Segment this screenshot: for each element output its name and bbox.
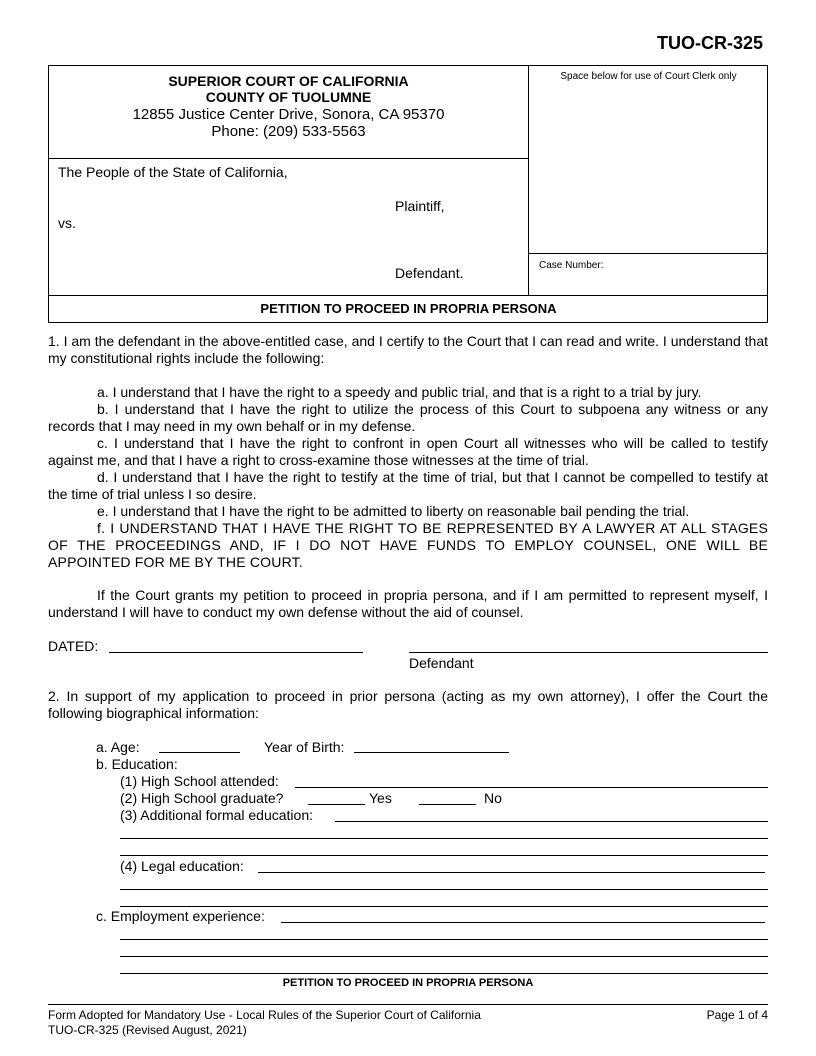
right-e-text: e. I understand that I have the right to be admitted to liberty on reasonable bail pending the trial. <box>97 503 690 519</box>
legal-education-line-1[interactable] <box>258 872 765 873</box>
education-label: b. Education: <box>96 756 178 772</box>
hs-attended-line[interactable] <box>295 787 768 788</box>
employment-line-1[interactable] <box>281 922 765 923</box>
year-of-birth-line[interactable] <box>354 752 509 753</box>
right-a <box>48 384 768 401</box>
footer-revision: TUO-CR-325 (Revised August, 2021) <box>48 1023 247 1037</box>
employment-line-4[interactable] <box>120 973 768 974</box>
page-number: Page 1 of 4 <box>706 1008 768 1022</box>
vs-label: vs. <box>58 215 76 231</box>
clerk-use-area <box>528 66 768 254</box>
right-b <box>48 401 768 435</box>
petition-title: PETITION TO PROCEED IN PROPRIA PERSONA <box>49 295 768 324</box>
right-d <box>48 469 768 503</box>
parties-section <box>49 158 528 295</box>
dated-line[interactable] <box>109 652 363 653</box>
legal-education-label: (4) Legal education: <box>120 858 244 874</box>
additional-education-line-1[interactable] <box>335 821 768 822</box>
hs-no-label: No <box>484 790 502 806</box>
grant-paragraph <box>48 587 768 621</box>
case-number-field[interactable] <box>528 254 768 295</box>
age-line[interactable] <box>159 752 240 753</box>
hs-yes-line[interactable] <box>308 804 365 805</box>
form-id: TUO-CR-325 <box>656 33 763 53</box>
legal-education-line-2[interactable] <box>120 889 768 890</box>
right-c <box>48 435 768 469</box>
hs-yes-label: Yes <box>369 790 392 806</box>
section1-intro: 1. I am the defendant in the above-entitled case, and I certify to the Court that I can read and write. I understand that my constitutional rights include the following: <box>48 333 768 366</box>
employment-line-2[interactable] <box>120 939 768 940</box>
case-number-label: Case Number: <box>539 260 604 271</box>
additional-education-label: (3) Additional formal education: <box>120 807 313 823</box>
right-d-text: d. I understand that I have the right to testify at the time of trial, but that I cannot be compelled to testify at the time of trial unless I so desire. <box>48 469 768 502</box>
right-f-text: f. I UNDERSTAND THAT I HAVE THE RIGHT TO BE REPRESENTED BY A LAWYER AT ALL STAGES OF THE PROCEEDINGS AND, IF I DO NOT HAVE FUNDS TO EMPLOY COUNSEL, ONE WILL BE APPOINTED FOR ME BY THE COURT. <box>48 520 768 570</box>
people-of-state: The People of the State of California, <box>58 164 288 180</box>
caption-box <box>48 65 768 323</box>
right-a-text: a. I understand that I have the right to a speedy and public trial, and that is a right to a trial by jury. <box>97 384 702 400</box>
employment-line-3[interactable] <box>120 956 768 957</box>
court-heading <box>49 66 528 159</box>
footer-form-info <box>48 1008 481 1038</box>
court-phone: Phone: (209) 533-5563 <box>211 123 366 140</box>
court-name: SUPERIOR COURT OF CALIFORNIA <box>168 73 409 89</box>
additional-education-line-3[interactable] <box>120 855 768 856</box>
legal-education-line-3[interactable] <box>120 906 768 907</box>
right-e <box>48 503 768 520</box>
footer-title: PETITION TO PROCEED IN PROPRIA PERSONA <box>282 977 534 989</box>
age-label: a. Age: <box>96 739 140 755</box>
right-f <box>48 520 768 571</box>
section2-intro: 2. In support of my application to proceed in prior persona (acting as my own attorney), I offer the Court the following biographical information: <box>48 688 768 721</box>
additional-education-line-2[interactable] <box>120 838 768 839</box>
year-of-birth-label: Year of Birth: <box>264 739 345 755</box>
plaintiff-label: Plaintiff, <box>395 198 445 214</box>
footer-divider <box>48 1004 768 1005</box>
hs-no-line[interactable] <box>419 804 476 805</box>
grant-text: If the Court grants my petition to proceed in propria persona, and if I am permitted to represent myself, I understand I will have to conduct my own defense without the aid of counsel. <box>48 587 768 620</box>
hs-attended-label: (1) High School attended: <box>120 773 279 789</box>
clerk-note: Space below for use of Court Clerk only <box>560 71 737 82</box>
dated-label: DATED: <box>48 638 99 654</box>
right-b-text: b. I understand that I have the right to utilize the process of this Court to subpoena any witness or any records that I may need in my own behalf or in my defense. <box>48 401 768 434</box>
footer-adopted: Form Adopted for Mandatory Use - Local Rules of the Superior Court of California <box>48 1008 481 1022</box>
defendant-signature-line[interactable] <box>409 652 768 653</box>
hs-graduate-label: (2) High School graduate? <box>120 790 284 806</box>
county-name: COUNTY OF TUOLUMNE <box>205 89 372 105</box>
defendant-label: Defendant. <box>395 265 464 281</box>
right-c-text: c. I understand that I have the right to confront in open Court all witnesses who will be called to testify against me, and that I have a right to cross-examine those witnesses at the time of trial. <box>48 435 768 468</box>
defendant-signature-label: Defendant <box>409 655 474 671</box>
employment-label: c. Employment experience: <box>96 908 265 924</box>
court-address: 12855 Justice Center Drive, Sonora, CA 95370 <box>132 106 445 123</box>
